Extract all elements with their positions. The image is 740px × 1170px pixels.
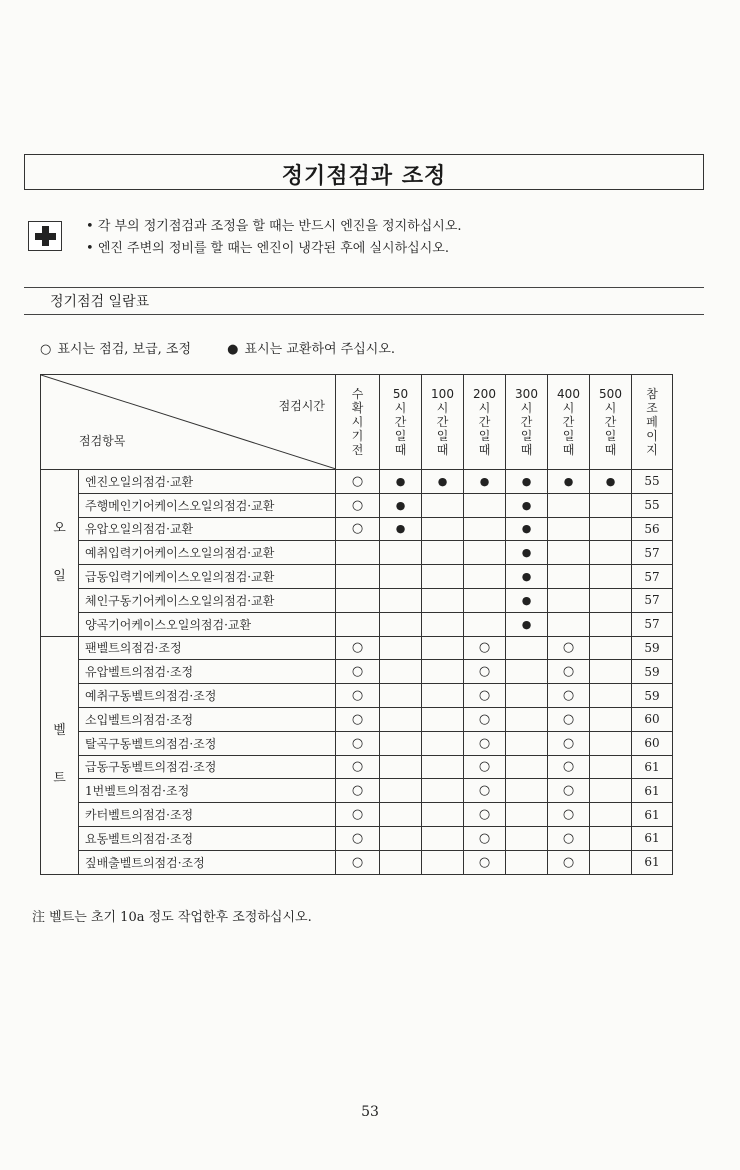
table-row xyxy=(41,803,673,827)
inspect-mark: ○ xyxy=(548,636,590,660)
empty-cell xyxy=(380,850,422,874)
table-row xyxy=(41,636,673,660)
notice-item: • 각 부의 정기점검과 조정을 할 때는 반드시 엔진을 정지하십시오. xyxy=(86,216,462,238)
inspect-mark: ○ xyxy=(336,850,380,874)
replace-mark: ● xyxy=(506,517,548,541)
empty-cell xyxy=(380,826,422,850)
inspect-mark: ○ xyxy=(548,684,590,708)
empty-cell xyxy=(336,588,380,612)
table-row xyxy=(41,779,673,803)
empty-cell xyxy=(464,612,506,636)
footnote: 注 벨트는 초기 10a 정도 작업한후 조정하십시오. xyxy=(32,910,312,925)
empty-cell xyxy=(506,636,548,660)
filled-circle-icon: ● xyxy=(227,342,239,357)
page-ref: 57 xyxy=(632,588,673,612)
empty-cell xyxy=(380,731,422,755)
item-name: 주행메인기어케이스오일의점검·교환 xyxy=(79,493,336,517)
empty-cell xyxy=(590,755,632,779)
replace-mark: ● xyxy=(380,470,422,494)
empty-cell xyxy=(590,660,632,684)
corner-cell xyxy=(41,375,336,470)
empty-cell xyxy=(336,565,380,589)
empty-cell xyxy=(590,731,632,755)
empty-cell xyxy=(380,612,422,636)
inspection-table xyxy=(40,374,673,875)
empty-cell xyxy=(422,660,464,684)
empty-cell xyxy=(548,588,590,612)
empty-cell xyxy=(506,755,548,779)
empty-cell xyxy=(506,826,548,850)
replace-mark: ● xyxy=(506,493,548,517)
inspect-mark: ○ xyxy=(336,755,380,779)
replace-mark: ● xyxy=(548,470,590,494)
empty-cell xyxy=(422,565,464,589)
inspect-mark: ○ xyxy=(336,493,380,517)
inspect-mark: ○ xyxy=(336,707,380,731)
empty-cell xyxy=(506,850,548,874)
replace-mark: ● xyxy=(506,565,548,589)
table-row xyxy=(41,517,673,541)
page-title: 정기점검과 조정 xyxy=(281,164,447,189)
item-name: 엔진오일의점검·교환 xyxy=(79,470,336,494)
empty-cell xyxy=(590,826,632,850)
replace-mark: ● xyxy=(506,612,548,636)
item-name: 예취구동벨트의점검·조정 xyxy=(79,684,336,708)
inspect-mark: ○ xyxy=(464,707,506,731)
empty-cell xyxy=(590,707,632,731)
empty-cell xyxy=(590,779,632,803)
empty-cell xyxy=(380,565,422,589)
table-row xyxy=(41,731,673,755)
item-name: 급동입력기에케이스오일의점검·교환 xyxy=(79,565,336,589)
item-name: 소입벨트의점검·조정 xyxy=(79,707,336,731)
page-ref: 55 xyxy=(632,493,673,517)
empty-cell xyxy=(590,636,632,660)
item-name: 요동벨트의점검·조정 xyxy=(79,826,336,850)
page-ref: 59 xyxy=(632,684,673,708)
empty-cell xyxy=(548,541,590,565)
inspect-mark: ○ xyxy=(464,684,506,708)
legend-open-text: 표시는 점검, 보급, 조정 xyxy=(57,342,192,357)
empty-cell xyxy=(380,541,422,565)
empty-cell xyxy=(464,541,506,565)
empty-cell xyxy=(548,517,590,541)
item-name: 양곡기어케이스오일의점검·교환 xyxy=(79,612,336,636)
inspect-mark: ○ xyxy=(336,731,380,755)
empty-cell xyxy=(422,731,464,755)
col-header: 참 조 페 이 지 xyxy=(632,375,673,470)
group-label: 오 일 xyxy=(41,470,79,637)
empty-cell xyxy=(590,684,632,708)
inspect-mark: ○ xyxy=(336,517,380,541)
replace-mark: ● xyxy=(506,470,548,494)
inspect-mark: ○ xyxy=(336,779,380,803)
inspect-mark: ○ xyxy=(336,684,380,708)
item-name: 짚배출벨트의점검·조정 xyxy=(79,850,336,874)
inspect-mark: ○ xyxy=(464,731,506,755)
page-ref: 57 xyxy=(632,565,673,589)
empty-cell xyxy=(422,588,464,612)
page-ref: 61 xyxy=(632,755,673,779)
inspect-mark: ○ xyxy=(548,803,590,827)
empty-cell xyxy=(590,612,632,636)
col-header: 50 시 간 일 때 xyxy=(380,375,422,470)
empty-cell xyxy=(506,803,548,827)
table-row xyxy=(41,588,673,612)
empty-cell xyxy=(506,731,548,755)
inspect-mark: ○ xyxy=(464,803,506,827)
section-header xyxy=(24,287,704,315)
table-header-row xyxy=(41,375,673,470)
replace-mark: ● xyxy=(380,493,422,517)
col-header: 400 시 간 일 때 xyxy=(548,375,590,470)
empty-cell xyxy=(422,684,464,708)
page-ref: 61 xyxy=(632,779,673,803)
replace-mark: ● xyxy=(590,470,632,494)
empty-cell xyxy=(380,636,422,660)
inspect-mark: ○ xyxy=(548,731,590,755)
empty-cell xyxy=(336,612,380,636)
caution-cross-icon xyxy=(28,221,62,251)
diagonal-line xyxy=(41,375,336,469)
item-name: 1번벨트의점검·조정 xyxy=(79,779,336,803)
replace-mark: ● xyxy=(380,517,422,541)
inspect-mark: ○ xyxy=(336,636,380,660)
inspect-mark: ○ xyxy=(548,850,590,874)
notice-list xyxy=(86,216,462,260)
table-row xyxy=(41,493,673,517)
col-header: 300 시 간 일 때 xyxy=(506,375,548,470)
corner-top-label: 점검시간 xyxy=(278,399,325,413)
empty-cell xyxy=(422,612,464,636)
page-ref: 56 xyxy=(632,517,673,541)
inspect-mark: ○ xyxy=(548,660,590,684)
item-name: 체인구동기어케이스오일의점검·교환 xyxy=(79,588,336,612)
item-name: 탈곡구동벨트의점검·조정 xyxy=(79,731,336,755)
inspect-mark: ○ xyxy=(464,850,506,874)
empty-cell xyxy=(590,850,632,874)
page-ref: 61 xyxy=(632,850,673,874)
col-header: 100 시 간 일 때 xyxy=(422,375,464,470)
empty-cell xyxy=(590,588,632,612)
section-title: 정기점검 일람표 xyxy=(50,294,150,310)
table-row xyxy=(41,826,673,850)
empty-cell xyxy=(506,779,548,803)
page-ref: 57 xyxy=(632,541,673,565)
empty-cell xyxy=(506,660,548,684)
inspect-mark: ○ xyxy=(464,779,506,803)
inspect-mark: ○ xyxy=(548,707,590,731)
empty-cell xyxy=(590,517,632,541)
inspect-mark: ○ xyxy=(548,779,590,803)
notice-item: • 엔진 주변의 정비를 할 때는 엔진이 냉각된 후에 실시하십시오. xyxy=(86,238,462,260)
inspect-mark: ○ xyxy=(464,755,506,779)
empty-cell xyxy=(422,636,464,660)
empty-cell xyxy=(506,684,548,708)
table-row xyxy=(41,850,673,874)
empty-cell xyxy=(336,541,380,565)
page-ref: 60 xyxy=(632,707,673,731)
empty-cell xyxy=(422,541,464,565)
page-ref: 60 xyxy=(632,731,673,755)
empty-cell xyxy=(548,612,590,636)
group-label: 벨 트 xyxy=(41,636,79,874)
empty-cell xyxy=(590,493,632,517)
table-row xyxy=(41,684,673,708)
title-box xyxy=(24,154,704,190)
item-name: 유압벨트의점검·조정 xyxy=(79,660,336,684)
page-ref: 59 xyxy=(632,636,673,660)
empty-cell xyxy=(506,707,548,731)
empty-cell xyxy=(464,493,506,517)
empty-cell xyxy=(380,755,422,779)
item-name: 급동구동벨트의점검·조정 xyxy=(79,755,336,779)
item-name: 유압오일의점검·교환 xyxy=(79,517,336,541)
empty-cell xyxy=(422,779,464,803)
empty-cell xyxy=(422,755,464,779)
page-ref: 61 xyxy=(632,826,673,850)
inspect-mark: ○ xyxy=(548,826,590,850)
empty-cell xyxy=(548,565,590,589)
inspect-mark: ○ xyxy=(336,470,380,494)
corner-bottom-label: 점검항목 xyxy=(79,434,126,448)
table-row xyxy=(41,707,673,731)
col-header: 수 확 시 기 전 xyxy=(336,375,380,470)
table-row xyxy=(41,660,673,684)
table-row xyxy=(41,612,673,636)
empty-cell xyxy=(422,803,464,827)
replace-mark: ● xyxy=(506,541,548,565)
replace-mark: ● xyxy=(464,470,506,494)
col-header: 200 시 간 일 때 xyxy=(464,375,506,470)
page-ref: 57 xyxy=(632,612,673,636)
empty-cell xyxy=(380,707,422,731)
empty-cell xyxy=(380,588,422,612)
empty-cell xyxy=(590,803,632,827)
empty-cell xyxy=(464,517,506,541)
table-row xyxy=(41,565,673,589)
inspect-mark: ○ xyxy=(464,636,506,660)
empty-cell xyxy=(422,707,464,731)
replace-mark: ● xyxy=(422,470,464,494)
page-ref: 55 xyxy=(632,470,673,494)
col-header: 500 시 간 일 때 xyxy=(590,375,632,470)
empty-cell xyxy=(422,850,464,874)
legend xyxy=(40,338,401,357)
empty-cell xyxy=(380,684,422,708)
empty-cell xyxy=(464,588,506,612)
table-row xyxy=(41,755,673,779)
inspect-mark: ○ xyxy=(336,660,380,684)
page-number: 53 xyxy=(361,1104,379,1120)
empty-cell xyxy=(380,660,422,684)
empty-cell xyxy=(380,803,422,827)
inspect-mark: ○ xyxy=(464,660,506,684)
empty-cell xyxy=(422,826,464,850)
empty-cell xyxy=(380,779,422,803)
inspect-mark: ○ xyxy=(336,826,380,850)
empty-cell xyxy=(464,565,506,589)
table-row xyxy=(41,470,673,494)
empty-cell xyxy=(590,565,632,589)
inspect-mark: ○ xyxy=(336,803,380,827)
page-ref: 59 xyxy=(632,660,673,684)
empty-cell xyxy=(422,493,464,517)
empty-cell xyxy=(590,541,632,565)
empty-cell xyxy=(548,493,590,517)
open-circle-icon: ○ xyxy=(40,342,52,357)
replace-mark: ● xyxy=(506,588,548,612)
item-name: 예취입력기어케이스오일의점검·교환 xyxy=(79,541,336,565)
inspect-mark: ○ xyxy=(548,755,590,779)
table-row xyxy=(41,541,673,565)
legend-filled-text: 표시는 교환하여 주십시오. xyxy=(244,342,396,357)
item-name: 카터벨트의점검·조정 xyxy=(79,803,336,827)
empty-cell xyxy=(422,517,464,541)
page-ref: 61 xyxy=(632,803,673,827)
inspect-mark: ○ xyxy=(464,826,506,850)
item-name: 팬벨트의점검·조정 xyxy=(79,636,336,660)
